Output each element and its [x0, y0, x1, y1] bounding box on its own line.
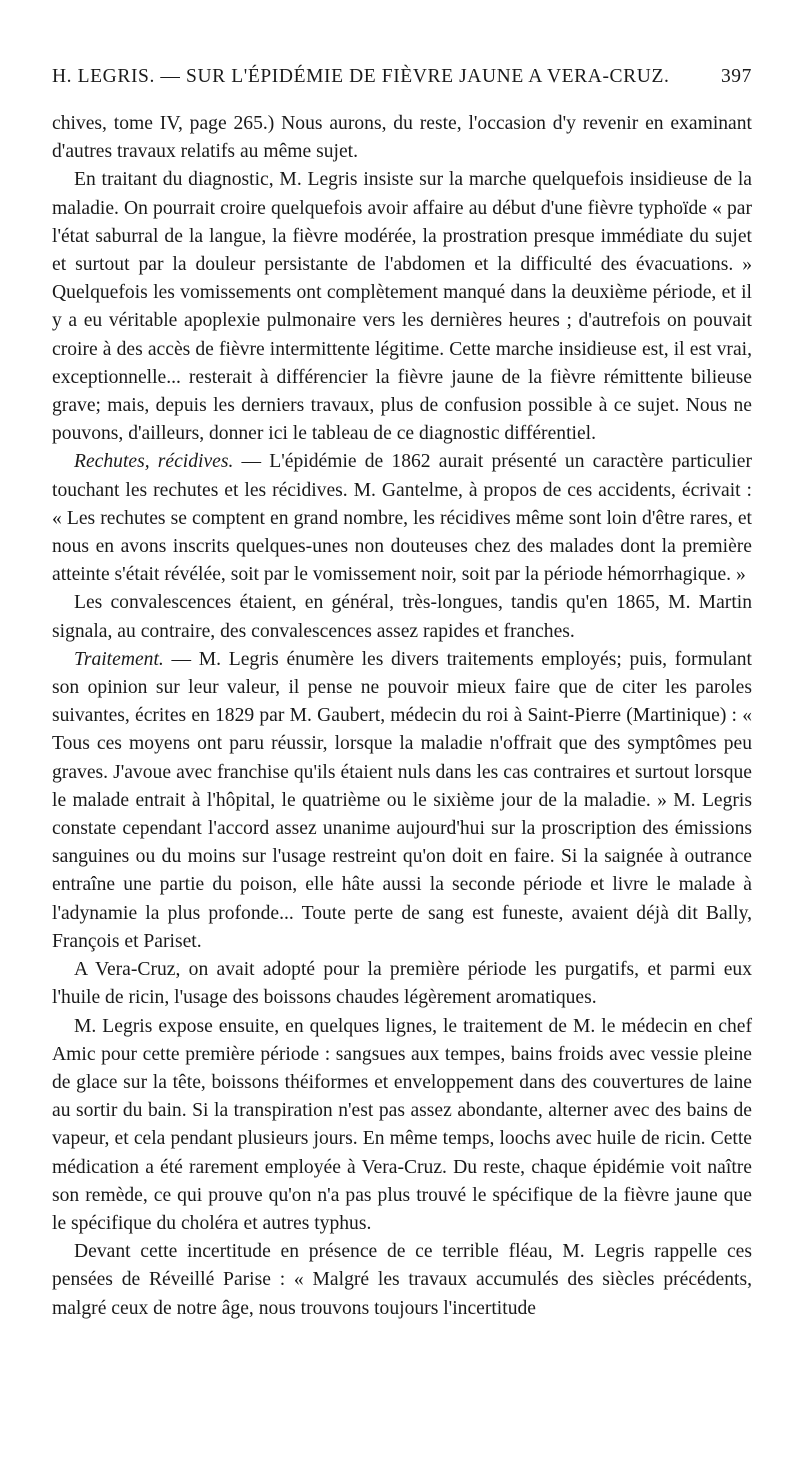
paragraph-traitement [52, 646, 752, 956]
rubric-heading-rechutes: Rechutes, récidives. [74, 451, 234, 473]
body-text [52, 110, 752, 1323]
paragraph-convalescences: Les convalescences étaient, en général, très-longues, tandis qu'en 1865, M. Martin signala, au contraire, des convalescences assez rapides et franches. [52, 592, 752, 642]
rubric-text-traitement: — M. Legris énumère les divers traitements employés; puis, formulant son opinion sur leur valeur, il pense ne pouvoir mieux faire que de citer les paroles suivantes, écrites en 1829 par M. Gaubert, médecin du roi à Saint-Pierre (Martinique) : « Tous ces moyens ont paru réussir, lorsque la maladie n'offrait que des symptômes peu graves. J'avoue avec franchise qu'ils étaient nuls dans les cas contraires et surtout lorsque le malade entrait à l'hôpital, le quatrième ou le sixième jour de la maladie. » M. Legris constate cependant l'accord assez unanime aujourd'hui sur la proscription des émissions sanguines ou du moins sur l'usage restreint qu'on doit en faire. Si la saignée à outrance entraîne une partie du poison, elle hâte aussi la seconde période et livre le malade à l'adynamie la plus profonde... Toute perte de sang est funeste, avaient déjà dit Bally, François et Pariset. [52, 648, 752, 952]
paragraph-vera-cruz: A Vera-Cruz, on avait adopté pour la première période les purgatifs, et parmi eux l'huile de ricin, l'usage des boissons chaudes légèrement aromatiques. [52, 959, 752, 1009]
rubric-text-rechutes: — L'épidémie de 1862 aurait présenté un caractère particulier touchant les rechutes et les récidives. M. Gantelme, à propos de ces accidents, écrivait : « Les rechutes se comptent en grand nombre, les récidives même sont loin d'être rares, et nous en avons inscrits quelques-unes non douteuses chez des malades dont la première atteinte s'était révélée, soit par le vomissement noir, soit par la période hémorrhagique. » [52, 451, 753, 586]
rubric-heading-traitement: Traitement. [74, 648, 164, 670]
paragraph-rechutes [52, 448, 752, 589]
paragraph-continuation: chives, tome IV, page 265.) Nous aurons, du reste, l'occasion d'y revenir en examinant d'autres travaux relatifs au même sujet. [52, 113, 752, 163]
running-header [52, 66, 752, 110]
paragraph-amic: M. Legris expose ensuite, en quelques lignes, le traitement de M. le médecin en chef Amic pour cette première période : sangsues aux tempes, bains froids avec vessie pleine de glace sur la tête, boissons théiformes et enveloppement dans des couvertures de laine au sortir du bain. Si la transpiration n'est pas assez abondante, alterner avec des bains de vapeur, et cela pendant plusieurs jours. En même temps, loochs avec huile de ricin. Cette médication a été rarement employée à Vera-Cruz. Du reste, chaque épidémie voit naître son remède, ce qui prouve qu'on n'a pas plus trouvé le spécifique de la fièvre jaune que le spécifique du choléra et autres typhus. [52, 1015, 752, 1234]
paragraph-diagnostic: En traitant du diagnostic, M. Legris insiste sur la marche quelquefois insidieuse de la maladie. On pourrait croire quelquefois avoir affaire au début d'une fièvre typhoïde « par l'état saburral de la langue, la fièvre modérée, la prostration presque immédiate du sujet et surtout par la douleur persistante de l'abdomen et la difficulté des évacuations. » Quelquefois les vomissements ont complètement manqué dans la deuxième période, et il y a eu véritable apoplexie pulmonaire vers les dernières heures ; d'autrefois on pouvait croire à des accès de fièvre intermittente légitime. Cette marche insidieuse est, il est vrai, exceptionnelle... resterait à différencier la fièvre jaune de la fièvre rémittente bilieuse grave; mais, depuis les derniers travaux, plus de confusion possible à ce sujet. Nous ne pouvons, d'ailleurs, donner ici le tableau de ce diagnostic différentiel. [52, 169, 752, 445]
running-title: H. LEGRIS. — SUR L'ÉPIDÉMIE DE FIÈVRE JAUNE A VERA-CRUZ. [52, 66, 670, 87]
paragraph-incertitude: Devant cette incertitude en présence de ce terrible fléau, M. Legris rappelle ces pensées de Réveillé Parise : « Malgré les travaux accumulés des siècles précédents, malgré ceux de notre âge, nous trouvons toujours l'incertitude [52, 1241, 752, 1319]
page-number: 397 [720, 66, 752, 87]
